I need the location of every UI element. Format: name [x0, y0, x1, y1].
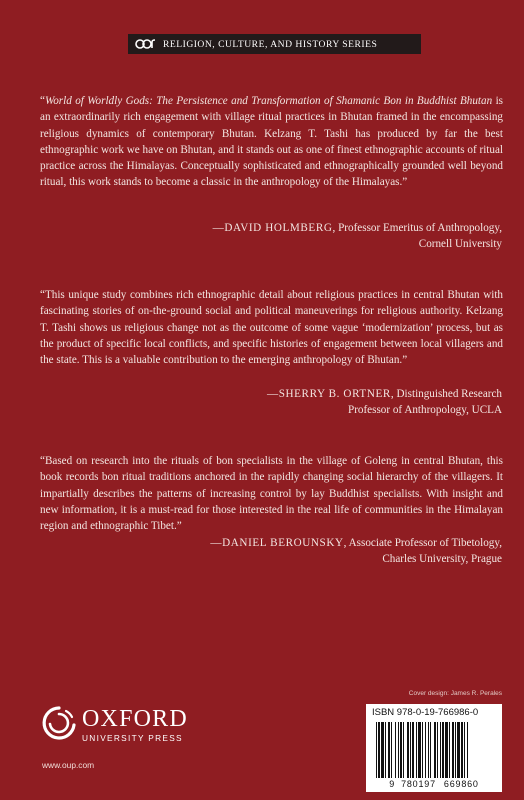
barcode-icon	[372, 722, 496, 778]
author-affiliation: Cornell University	[418, 238, 502, 251]
barcode-bar	[400, 722, 402, 778]
endorsement-attribution-1	[213, 220, 502, 253]
barcode-bar	[440, 722, 441, 778]
book-title: World of Worldly Gods: The Persistence and Transformation of Shamanic Bon in Buddhist Bhutan	[44, 95, 493, 107]
author-name: —SHERRY B. ORTNER	[266, 388, 391, 400]
barcode-bar	[430, 722, 431, 778]
barcode-digit-group: 669860	[443, 779, 479, 789]
author-affiliation: Professor of Anthropology, UCLA	[348, 404, 502, 417]
barcode-bar	[445, 722, 448, 778]
series-banner	[128, 34, 421, 54]
barcode-bar	[395, 722, 396, 778]
endorsement-quote-2	[40, 287, 503, 368]
barcode-bar	[449, 722, 450, 778]
publisher-url: www.oup.com	[42, 760, 95, 770]
series-logo-icon	[135, 38, 157, 50]
cover-design-credit: Cover design: James R. Perales	[408, 690, 502, 697]
author-affiliation: Charles University, Prague	[382, 553, 502, 566]
endorsement-attribution-2	[267, 386, 502, 419]
barcode-bar	[452, 722, 454, 778]
publisher-subtitle: UNIVERSITY PRESS	[82, 733, 183, 743]
publisher-name: OXFORD	[82, 706, 188, 732]
barcode-bar	[407, 722, 409, 778]
barcode-digits	[366, 779, 502, 789]
barcode-bar	[398, 722, 399, 778]
barcode-bar	[425, 722, 426, 778]
author-role: , Professor Emeritus of Anthropology,	[332, 222, 502, 234]
barcode-bar	[461, 722, 463, 778]
barcode-bar	[455, 722, 456, 778]
barcode-bar	[388, 722, 390, 778]
barcode-bar	[442, 722, 444, 778]
barcode-bar	[410, 722, 411, 778]
barcode-bar	[376, 722, 377, 778]
barcode-bar	[391, 722, 392, 778]
author-role: , Distinguished Research	[390, 388, 502, 400]
barcode-bar	[381, 722, 384, 778]
oxford-seal-icon	[42, 705, 76, 745]
barcode-digit-group: 780197	[401, 779, 436, 789]
endorsement-quote-3	[40, 453, 503, 534]
quote-text: is an extraordinarily rich engagement with village ritual practices in Bhutan framed in the encompassing religious dynamics of contemporary Bhutan. Kelzang T. Tashi has produced by far the best ethnographic work we have on Bhutan, and it stands out as one of finest ethnographic accounts of ritual practice across the Himalayas. Conceptually sophisticated and ethnographically grounded well beyond ritual, this work stands to become a classic in the anthropology of the Himalayas.”	[40, 95, 504, 189]
barcode-bar	[385, 722, 386, 778]
quote-text: “This unique study combines rich ethnographic detail about religious practices in central Bhutan with fascinating stories of on-the-ground social and political maneuverings for religious authority. Kelzang T. Tashi shows us religious change not as the outcome of some vague ‘modernization’ process, but as the product of specific local conflicts, and specific histories of engagement between local villagers and the state. This is a valuable contribution to the emerging anthropology of Bhutan.”	[40, 289, 503, 367]
barcode-bar	[457, 722, 460, 778]
barcode-bar	[412, 722, 414, 778]
endorsement-quote-1	[40, 93, 503, 191]
barcode-bar	[422, 722, 423, 778]
quote-text: “Based on research into the rituals of bon specialists in the village of Goleng in central Bhutan, this book records bon ritual traditions anchored in the rapidly changing social hierarchy of the villagers. It impartially describes the patterns of increasing control by lay Buddhist specialists. With insight and new information, it is a must-read for those interested in the real life of communities in the Himalayan region and ethnographic Tibet.”	[40, 455, 503, 533]
author-name: —DANIEL BEROUNSKY	[210, 537, 344, 549]
barcode-bar	[464, 722, 465, 778]
barcode-bar	[378, 722, 380, 778]
barcode-bar	[416, 722, 417, 778]
endorsement-attribution-3	[210, 535, 502, 568]
barcode-digit-group: 9	[389, 779, 396, 789]
barcode-bar	[418, 722, 421, 778]
publisher-logo	[42, 705, 188, 745]
barcode-bar	[434, 722, 436, 778]
barcode-panel	[366, 704, 502, 792]
barcode-bar	[428, 722, 429, 778]
barcode-bar	[467, 722, 468, 778]
quote-open-mark: “	[40, 95, 45, 107]
author-name: —DAVID HOLMBERG	[212, 222, 333, 234]
author-role: , Associate Professor of Tibetology,	[343, 537, 502, 549]
series-title: RELIGION, CULTURE, AND HISTORY SERIES	[163, 38, 378, 50]
barcode-bar	[403, 722, 404, 778]
isbn-label: ISBN 978-0-19-766986-0	[372, 707, 479, 718]
barcode-bar	[437, 722, 438, 778]
